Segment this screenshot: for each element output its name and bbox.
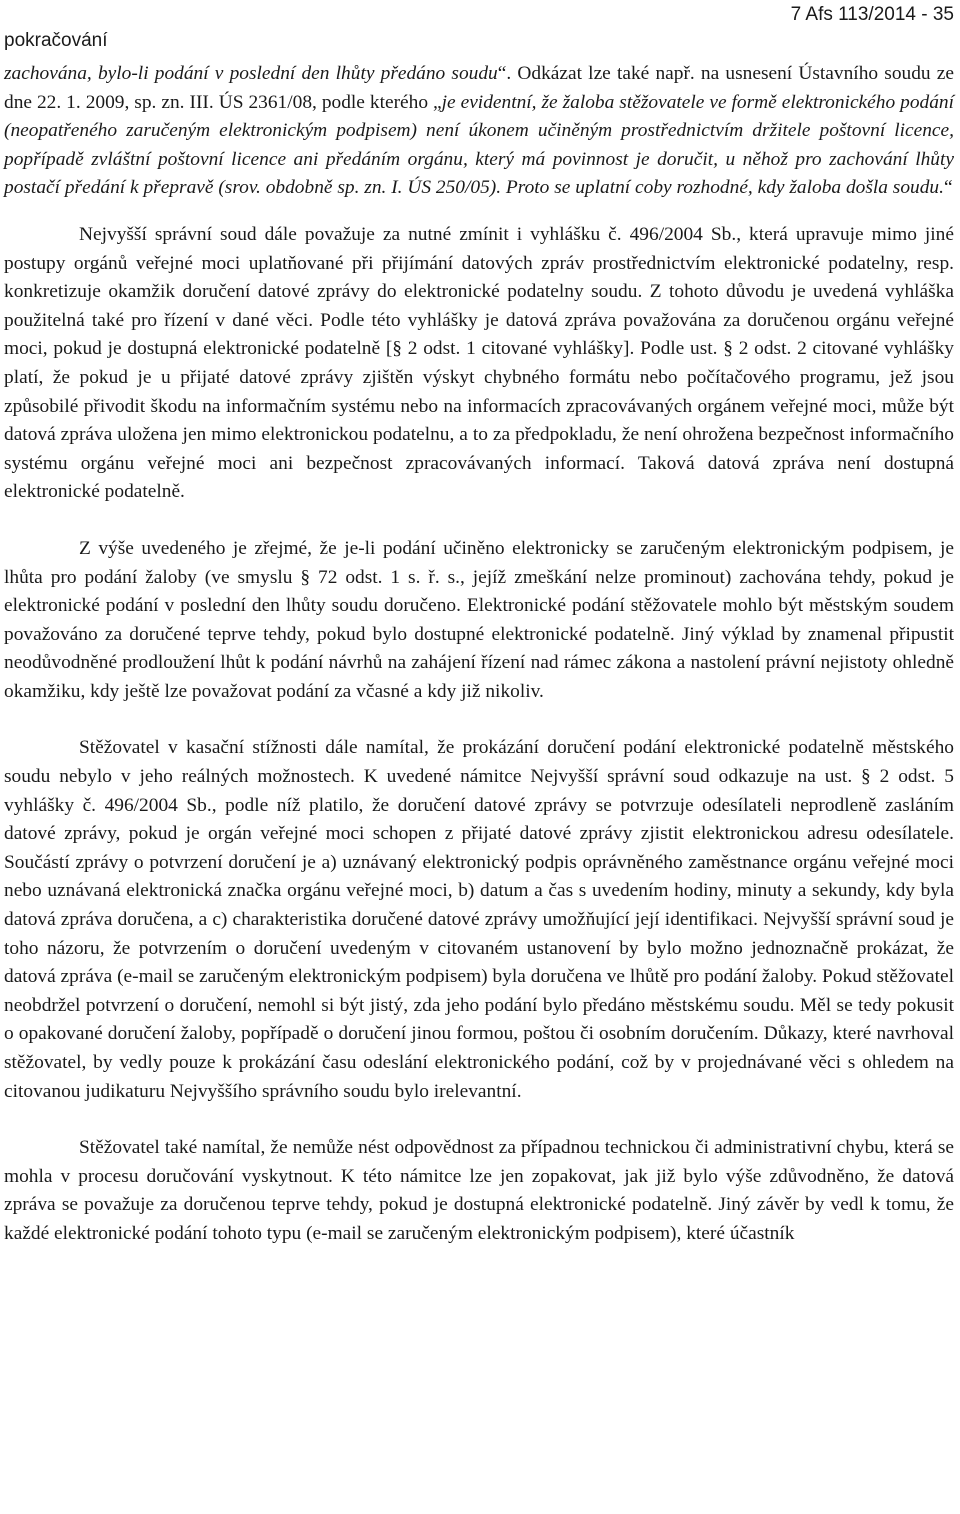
paragraph-quote [4, 60, 954, 203]
quote-italic-1: zachována, bylo-li podání v poslední den lhůty předáno soudu [4, 63, 498, 84]
quote-normal-1: “. Odkázat lze také např. na usnesení Ústavního soudu ze dne 22. 1. 2009, sp. zn. III. ÚS 2361/08, podle kterého „ [4, 63, 954, 113]
paragraph-objection-proof [4, 734, 954, 1106]
paragraph-text: Stěžovatel v kasační stížnosti dále namítal, že prokázání doručení podání elektronické podatelně městského soudu nebylo v jeho reálných možnostech. K uvedené námitce Nejvyšší správní soud odkazuje na ust. § 2 odst. 5 vyhlášky č. 496/2004 Sb., podle níž platilo, že doručení datové zprávy se potvrzuje odesílateli neprodleně zasláním datové zprávy, pokud je orgán veřejné moci schopen z přijaté datové zprávy zjistit elektronickou adresu odesílatele. Součástí zprávy o potvrzení doručení je a) uznávaný elektronický podpis oprávněného zaměstnance orgánu veřejné moci nebo uznávaná elektronická značka orgánu veřejné moci, b) datum a čas s uvedením hodiny, minuty a sekundy, kdy byla datová zpráva doručena, a c) charakteristika doručené datové zprávy umožňující její identifikaci. Nejvyšší správní soud je toho názoru, že potvrzením o doručení uvedeným v citovaném ustanovení by bylo možno jednoznačně prokázat, že datová zpráva (e-mail se zaručeným elektronickým podpisem) byla doručena ve lhůtě pro podání žaloby. Pokud stěžovatel neobdržel potvrzení o doručení, nemohl si být jistý, zda jeho podání bylo předáno městskému soudu. Měl se tedy pokusit o opakované doručení žaloby, popřípadě o doručení jinou formou, poštou či osobním doručením. Důkazy, které navrhoval stěžovatel, by vedly pouze k prokázání času odeslání elektronického podání, což by v projednávané věci s ohledem na citovanou judikaturu Nejvyššího správního soudu bylo irelevantní. [4, 737, 954, 1102]
paragraph-text: Nejvyšší správní soud dále považuje za nutné zmínit i vyhlášku č. 496/2004 Sb., která upravuje mimo jiné postupy orgánů veřejné moci uplatňované při přijímání datových zpráv prostřednictvím elektronické podatelny, resp. konkretizuje okamžik doručení datové zprávy do elektronické podatelny soudu. Z tohoto důvodu je uvedená vyhláška použitelná také pro řízení v dané věci. Podle této vyhlášky je datová zpráva považována za doručenou orgánu veřejné moci, pokud je dostupná elektronické podatelně [§ 2 odst. 1 citované vyhlášky]. Podle ust. § 2 odst. 2 citované vyhlášky platí, že pokud je u přijaté datové zprávy zjištěn výskyt chybného formátu nebo počítačového programu, jež jsou způsobilé přivodit škodu na informačním systému nebo na informacích zpracovávaných orgánem veřejné moci, může být datová zpráva uložena jen mimo elektronickou podatelnu, a to za předpokladu, že není ohrožena bezpečnost informačního systému orgánu veřejné moci ani bezpečnost zpracovávaných informací. Taková datová zpráva není dostupná elektronické podatelně. [4, 223, 954, 503]
paragraph-text: Z výše uvedeného je zřejmé, že je-li podání učiněno elektronicky se zaručeným elektronickým podpisem, je lhůta pro podání žaloby (ve smyslu § 72 odst. 1 s. ř. s., jejíž zmeškání nelze prominout) zachována tehdy, pokud je elektronické podání v poslední den lhůty soudu doručeno. Elektronické podání stěžovatele mohlo být městským soudem považováno za doručené teprve tehdy, pokud bylo dostupné elektronické podatelně. Jiný výklad by znamenal připustit neodůvodněné prodloužení lhůt k podání návrhů na zahájení řízení nad rámec zákona a nastolení právní nejistoty ohledně okamžiku, kdy ještě lze považovat podání za včasné a kdy již nikoliv. [4, 537, 954, 702]
paragraph-objection-technical [4, 1134, 954, 1248]
case-number: 7 Afs 113/2014 - 35 [790, 4, 954, 25]
continuation-label: pokračování [4, 30, 108, 51]
paragraph-conclusion [4, 535, 954, 707]
quote-close: “ [943, 177, 953, 199]
paragraph-text: Stěžovatel také namítal, že nemůže nést odpovědnost za případnou technickou či administrativní chybu, která se mohla v procesu doručování vyskytnout. K této námitce lze jen zopakovat, jak již bylo výše zdůvodněno, že datová zpráva se považuje za doručenou teprve tehdy, pokud je dostupná elektronické podatelně. Jiný závěr by vedl k tomu, že každé elektronické podání tohoto typu (e-mail se zaručeným elektronickým podpisem), které účastník [4, 1137, 954, 1244]
document-page [4, 0, 954, 1249]
page-header [4, 0, 954, 60]
quote-italic-2: je evidentní, že žaloba stěžovatele ve formě elektronického podání (neopatřeného zaručeným elektronickým podpisem) není úkonem učiněným prostřednictvím držitele poštovní licence, popřípadě zvláštní poštovní licence ani předáním orgánu, který má povinnost je doručit, u něhož pro zachování lhůty postačí předání k přepravě (srov. obdobně sp. zn. I. ÚS 250/05). Proto se uplatní coby rozhodné, kdy žaloba došla soudu. [4, 91, 954, 199]
paragraph-vyhlaska [4, 221, 954, 507]
